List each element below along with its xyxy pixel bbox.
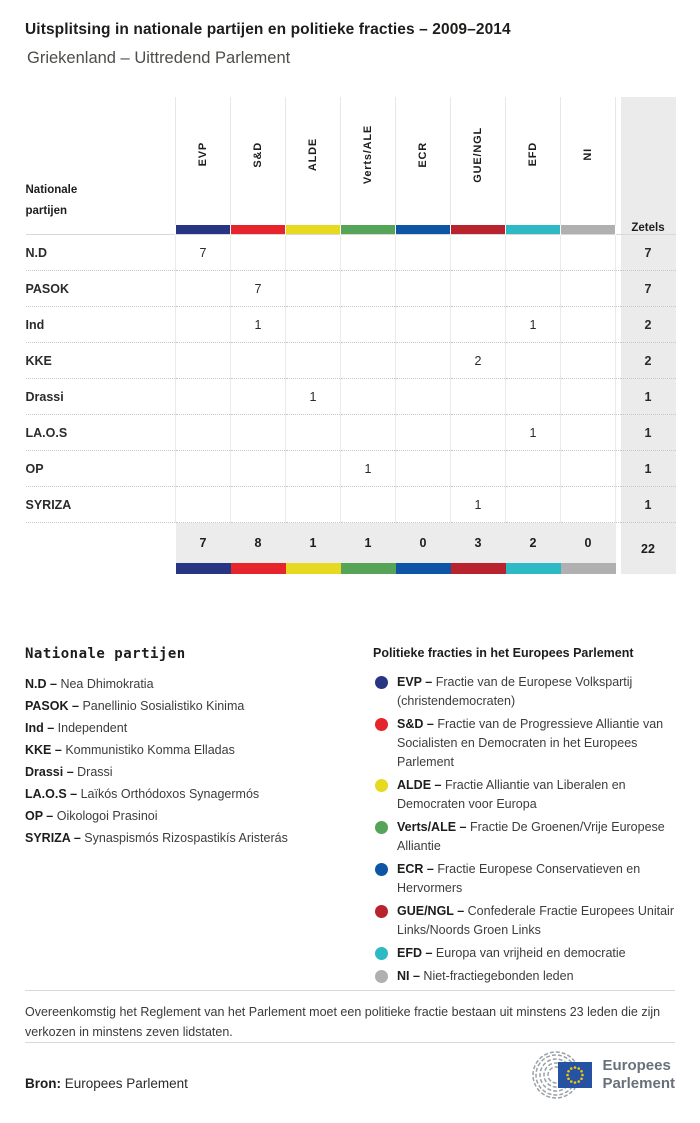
value-cell (396, 235, 451, 271)
value-cell (396, 379, 451, 415)
page-title: Uitsplitsing in nationale partijen en politieke fracties – 2009–2014 (25, 21, 511, 38)
table-row (26, 379, 676, 415)
value-cell (341, 343, 396, 379)
european-parliament-logo (532, 1051, 675, 1099)
party-legend-item: KKE – Kommunistiko Komma Elladas (25, 743, 235, 757)
value-cell (561, 487, 616, 523)
party-legend-item: Ind – Independent (25, 721, 128, 735)
value-cell: 2 (451, 343, 506, 379)
value-cell (561, 343, 616, 379)
sd-color-bar (231, 225, 285, 234)
value-cell (286, 343, 341, 379)
column-header-verts-ale: Verts/ALE (341, 97, 396, 225)
evp-legend-dot-icon (375, 676, 388, 689)
column-header-efd: EFD (506, 97, 561, 225)
value-cell (506, 343, 561, 379)
ecr-color-bar (396, 225, 450, 234)
value-cell (396, 415, 451, 451)
value-cell (396, 451, 451, 487)
column-header-alde: ALDE (286, 97, 341, 225)
total-cell: 1 (341, 523, 396, 564)
logo-wordmark: Europees Parlement (602, 1057, 675, 1092)
party-name-cell: Drassi (26, 379, 176, 415)
gap-column (616, 225, 621, 235)
totals-row (26, 523, 676, 564)
national-parties-heading: Nationale partijen (25, 646, 186, 662)
total-cell: 7 (176, 523, 231, 564)
efd-color-bar (506, 225, 560, 234)
group-legend-item: EFD – Europa van vrijheid en democratie (373, 944, 675, 963)
group-legend-item: S&D – Fractie van de Progressieve Alliantie van Socialisten en Democraten in het Europees Parlement (373, 715, 675, 772)
alde-legend-dot-icon (375, 779, 388, 792)
group-legend-item: NI – Niet-fractiegebonden leden (373, 967, 675, 986)
seats-cell: 1 (621, 379, 676, 415)
total-cell: 3 (451, 523, 506, 564)
value-cell (231, 343, 286, 379)
divider (25, 990, 675, 991)
alde-color-bar (286, 225, 340, 234)
column-header-gue-ngl: GUE/NGL (451, 97, 506, 225)
party-name-cell: PASOK (26, 271, 176, 307)
value-cell (561, 415, 616, 451)
value-cell (561, 307, 616, 343)
total-cell: 2 (506, 523, 561, 564)
value-cell: 7 (176, 235, 231, 271)
value-cell (561, 451, 616, 487)
total-cell: 1 (286, 523, 341, 564)
value-cell (231, 415, 286, 451)
ni-color-bar (561, 563, 616, 574)
results-table (25, 97, 676, 574)
party-legend-item: SYRIZA – Synaspismós Rizospastikís Aristerás (25, 831, 288, 845)
source-label: Bron: (25, 1076, 61, 1091)
value-cell (231, 451, 286, 487)
gue-ngl-legend-dot-icon (375, 905, 388, 918)
value-cell (341, 307, 396, 343)
value-cell (451, 379, 506, 415)
total-seats-cell: 22 (621, 523, 676, 575)
political-groups-heading: Politieke fracties in het Europees Parlement (373, 646, 634, 660)
value-cell: 1 (286, 379, 341, 415)
value-cell (396, 487, 451, 523)
party-legend-item: OP – Oikologoi Prasinoi (25, 809, 158, 823)
table-row (26, 487, 676, 523)
alde-color-bar (286, 563, 341, 574)
value-cell (176, 271, 231, 307)
value-cell (451, 415, 506, 451)
party-name-cell: SYRIZA (26, 487, 176, 523)
column-header-ni: NI (561, 97, 616, 225)
value-cell (451, 271, 506, 307)
evp-color-bar (176, 563, 231, 574)
value-cell (396, 343, 451, 379)
group-legend-item: EVP – Fractie van de Europese Volkspartij (christendemocraten) (373, 673, 675, 711)
spacer-cell (26, 225, 176, 235)
value-cell: 1 (506, 307, 561, 343)
total-cell: 0 (561, 523, 616, 564)
group-color-bar-row-bottom (26, 563, 676, 574)
evp-color-bar (176, 225, 230, 234)
political-groups-legend (373, 646, 675, 990)
seats-cell: 2 (621, 343, 676, 379)
party-legend-item: PASOK – Panellinio Sosialistiko Kinima (25, 699, 245, 713)
seats-cell: 1 (621, 415, 676, 451)
seats-cell: 1 (621, 487, 676, 523)
value-cell (341, 487, 396, 523)
seats-column-header: Zetels (621, 97, 676, 235)
value-cell (176, 307, 231, 343)
source-row (25, 1051, 675, 1099)
group-legend-item: GUE/NGL – Confederale Fractie Europees Unitair Links/Noords Groen Links (373, 902, 675, 940)
national-parties-legend (25, 646, 373, 990)
value-cell (561, 235, 616, 271)
party-legend-item: LA.O.S – Laïkós Orthódoxos Synagermós (25, 787, 260, 801)
legend-section (25, 646, 675, 990)
sd-color-bar (231, 563, 286, 574)
group-legend-item: ECR – Fractie Europese Conservatieven en Hervormers (373, 860, 675, 898)
ni-legend-dot-icon (375, 970, 388, 983)
value-cell (231, 487, 286, 523)
table-row (26, 415, 676, 451)
table-row (26, 451, 676, 487)
value-cell (506, 451, 561, 487)
seats-cell: 7 (621, 235, 676, 271)
row-header (26, 97, 176, 225)
source-value: Europees Parlement (64, 1076, 188, 1091)
value-cell (341, 235, 396, 271)
value-cell (396, 271, 451, 307)
efd-legend-dot-icon (375, 947, 388, 960)
efd-color-bar (506, 563, 561, 574)
value-cell (176, 415, 231, 451)
party-name-cell: KKE (26, 343, 176, 379)
table-row (26, 235, 676, 271)
value-cell: 1 (231, 307, 286, 343)
row-header-label: Nationale partijen (25, 184, 78, 217)
party-legend-item: N.D – Nea Dhimokratia (25, 677, 154, 691)
value-cell (341, 379, 396, 415)
value-cell (396, 307, 451, 343)
value-cell (231, 235, 286, 271)
value-cell (286, 235, 341, 271)
group-legend-item: Verts/ALE – Fractie De Groenen/Vrije Europese Alliantie (373, 818, 675, 856)
value-cell (176, 487, 231, 523)
total-cell: 0 (396, 523, 451, 564)
value-cell (451, 451, 506, 487)
party-legend-item: Drassi – Drassi (25, 765, 113, 779)
party-name-cell: N.D (26, 235, 176, 271)
ecr-color-bar (396, 563, 451, 574)
page-subtitle: Griekenland – Uittredend Parlement (27, 49, 291, 67)
value-cell (341, 271, 396, 307)
value-cell (506, 235, 561, 271)
party-name-cell: OP (26, 451, 176, 487)
value-cell (231, 379, 286, 415)
table-header-row (26, 97, 676, 225)
value-cell (286, 451, 341, 487)
seats-cell: 1 (621, 451, 676, 487)
gue-ngl-color-bar (451, 563, 506, 574)
value-cell (451, 235, 506, 271)
divider (25, 1042, 675, 1043)
verts-ale-color-bar (341, 225, 395, 234)
value-cell (286, 307, 341, 343)
group-legend-item: ALDE – Fractie Alliantie van Liberalen en Democraten voor Europa (373, 776, 675, 814)
value-cell (506, 271, 561, 307)
source-line (25, 1076, 188, 1091)
verts-ale-legend-dot-icon (375, 821, 388, 834)
value-cell (506, 379, 561, 415)
verts-ale-color-bar (341, 563, 396, 574)
eu-flag-icon (558, 1062, 592, 1088)
party-name-cell: LA.O.S (26, 415, 176, 451)
group-color-bar-row (26, 225, 676, 235)
column-header-ecr: ECR (396, 97, 451, 225)
value-cell (176, 451, 231, 487)
value-cell (176, 379, 231, 415)
value-cell (286, 271, 341, 307)
gue-ngl-color-bar (451, 225, 505, 234)
total-cell: 8 (231, 523, 286, 564)
table-row (26, 343, 676, 379)
value-cell (561, 271, 616, 307)
column-header-evp: EVP (176, 97, 231, 225)
footnote: Overeenkomstig het Reglement van het Parlement moet een politieke fractie bestaan uit minstens 23 leden die zijn verkozen in minstens zeven lidstaten. (25, 1005, 661, 1039)
value-cell (286, 415, 341, 451)
value-cell (176, 343, 231, 379)
party-name-cell: Ind (26, 307, 176, 343)
ni-color-bar (561, 225, 615, 234)
table-row (26, 307, 676, 343)
value-cell: 7 (231, 271, 286, 307)
table-row (26, 271, 676, 307)
value-cell (561, 379, 616, 415)
value-cell (451, 307, 506, 343)
sd-legend-dot-icon (375, 718, 388, 731)
value-cell (341, 415, 396, 451)
value-cell (506, 487, 561, 523)
column-header-sd: S&D (231, 97, 286, 225)
value-cell: 1 (341, 451, 396, 487)
hemicycle-icon (532, 1051, 596, 1099)
value-cell: 1 (506, 415, 561, 451)
seats-cell: 7 (621, 271, 676, 307)
value-cell (286, 487, 341, 523)
seats-cell: 2 (621, 307, 676, 343)
ecr-legend-dot-icon (375, 863, 388, 876)
value-cell: 1 (451, 487, 506, 523)
